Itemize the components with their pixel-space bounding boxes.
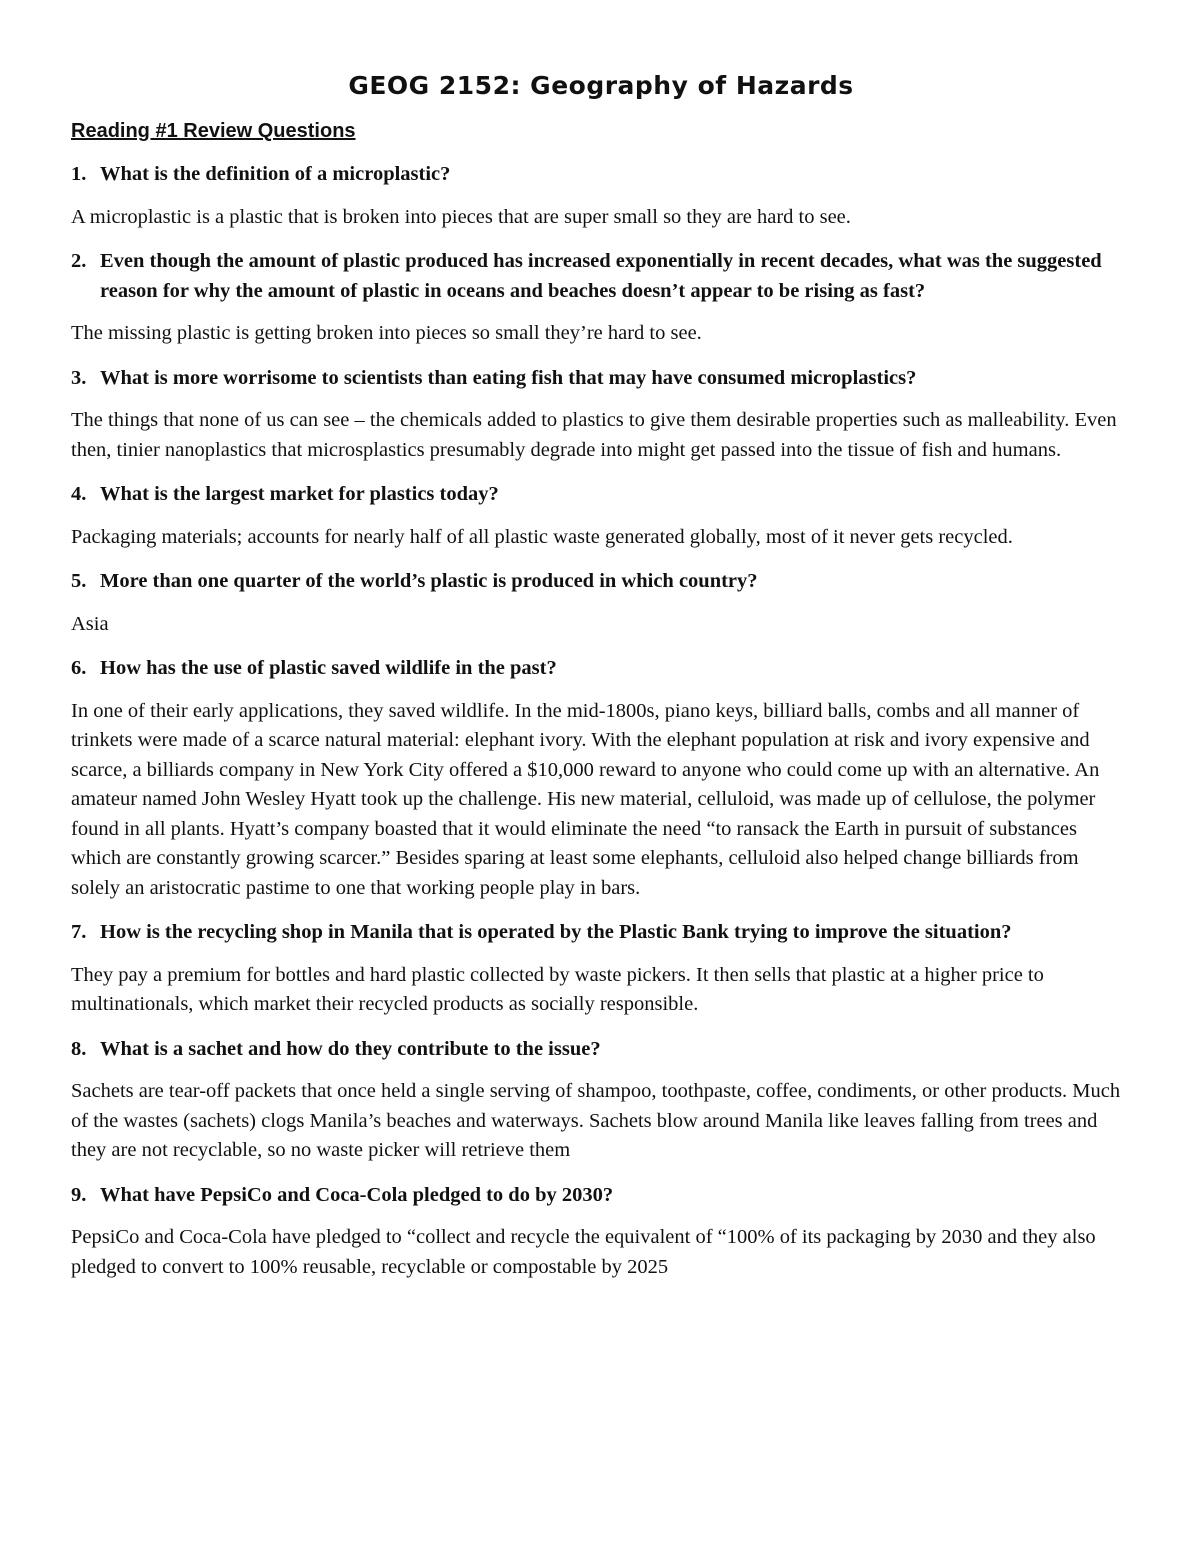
qa-item-3 [71,364,1131,466]
qa-item-5 [71,567,1131,639]
answer-text: Asia [71,612,109,635]
answer-text: In one of their early applications, they saved wildlife. In the mid-1800s, piano keys, billiard balls, combs and all manner of trinkets were made of a scarce natural material: elephant ivory. With the elephant population at risk and ivory expensive and scarce, a billiards company in New York City offered a $10,000 reward to anyone who could come up with an alternative. An amateur named John Wesley Hyatt took up the challenge. His new material, celluloid, was made up of cellulose, the polymer found in all plants. Hyatt’s company boasted that it would eliminate the need “to ransack the Earth in pursuit of substances which are constantly growing scarcer.” Besides sparing at least some elephants, celluloid also helped change billiards from solely an aristocratic pastime to one that working people play in bars. [71,699,1100,899]
question [71,918,1131,948]
question [71,1035,1131,1065]
question [71,480,1131,510]
question [71,654,1131,684]
section-heading: Reading #1 Review Questions [71,120,356,142]
question-number: 6. [71,657,87,679]
question-text: More than one quarter of the world’s plastic is produced in which country? [100,570,758,592]
qa-item-6 [71,654,1131,903]
question-number: 7. [71,921,87,943]
answer-text: Sachets are tear-off packets that once held a single serving of shampoo, toothpaste, coffee, condiments, or other products. Much of the wastes (sachets) clogs Manila’s beaches and waterways. Sachets blow around Manila like leaves falling from trees and they are not recyclable, so no waste picker will retrieve them [71,1080,1121,1161]
answer-text: They pay a premium for bottles and hard plastic collected by waste pickers. It then sells that plastic at a higher price to multinationals, which market their recycled products as socially responsible. [71,963,1044,1015]
answer-text: The missing plastic is getting broken into pieces so small they’re hard to see. [71,322,702,344]
question-text: Even though the amount of plastic produced has increased exponentially in recent decades, what was the suggested reason for why the amount of plastic in oceans and beaches doesn’t appear to be rising as fast? [100,250,1102,302]
question-number: 3. [71,366,87,389]
question-number: 5. [71,570,87,592]
qa-item-7 [71,918,1131,1020]
question-text: What is more worrisome to scientists than eating fish that may have consumed microplastics? [100,366,917,389]
document-page [71,66,1131,1282]
question [71,247,1131,306]
qa-item-8 [71,1035,1131,1166]
qa-item-2 [71,247,1131,349]
question-number: 4. [71,483,87,505]
question-text: How has the use of plastic saved wildlife in the past? [100,657,557,679]
answer-text: The things that none of us can see – the chemicals added to plastics to give them desirable properties such as malleability. Even then, tinier nanoplastics that microsplastics presumably degrade into might get passed into the tissue of fish and humans. [71,409,1117,461]
qa-item-4 [71,480,1131,552]
question-number: 8. [71,1037,87,1060]
question-text: What is the definition of a microplastic? [100,163,451,185]
answer-text: A microplastic is a plastic that is broken into pieces that are super small so they are hard to see. [71,205,851,228]
question [71,160,1131,190]
qa-item-1 [71,160,1131,232]
question-number: 2. [71,250,87,272]
document-title: GEOG 2152: Geography of Hazards [348,71,854,100]
question-number: 1. [71,163,87,185]
question-text: What have PepsiCo and Coca-Cola pledged to do by 2030? [100,1183,614,1206]
question-number: 9. [71,1183,87,1206]
question-text: What is the largest market for plastics today? [100,483,499,505]
qa-item-9 [71,1181,1131,1283]
question [71,567,1131,597]
question [71,1181,1131,1211]
question-text: What is a sachet and how do they contribute to the issue? [100,1037,601,1060]
question-text: How is the recycling shop in Manila that is operated by the Plastic Bank trying to improve the situation? [100,921,1012,943]
question [71,364,1131,394]
answer-text: PepsiCo and Coca-Cola have pledged to “collect and recycle the equivalent of “100% of its packaging by 2030 and they also pledged to convert to 100% reusable, recyclable or compostable by 2025 [71,1226,1096,1278]
answer-text: Packaging materials; accounts for nearly half of all plastic waste generated globally, most of it never gets recycled. [71,525,1013,548]
